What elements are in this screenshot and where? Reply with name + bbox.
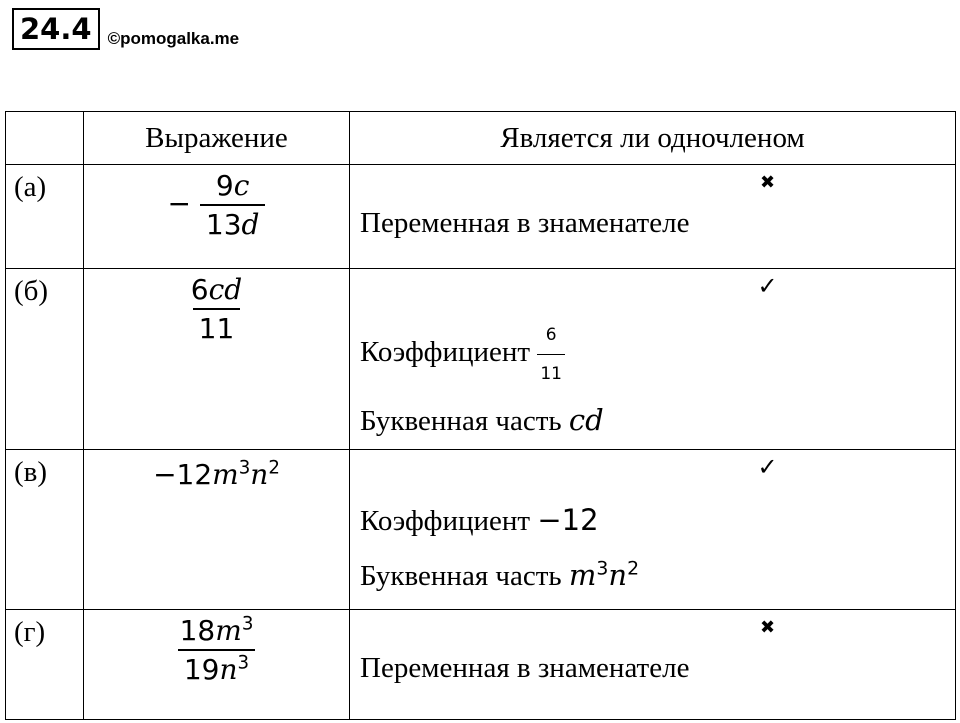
result-note: Переменная в знаменателе: [360, 651, 690, 684]
numerator-variable: m: [215, 613, 242, 647]
table-row: [6, 449, 956, 609]
column-header-expression: Выражение: [84, 112, 350, 165]
denominator-coefficient: 13: [205, 208, 242, 242]
numerator-coefficient: 18: [179, 613, 216, 647]
table-row: [6, 165, 956, 269]
coefficient-label: Коэффициент: [360, 336, 531, 369]
coefficient-line: [360, 317, 945, 392]
letter-part-line: [360, 557, 945, 594]
row-label: (б): [6, 269, 84, 449]
expression-exponent-m: 3: [238, 457, 251, 479]
denominator: 11: [193, 308, 241, 345]
denominator-exponent: 3: [237, 652, 250, 674]
numerator-coefficient: 6: [190, 273, 209, 307]
result-cell: [350, 449, 956, 609]
expression-coefficient: −12: [153, 457, 213, 491]
numerator-exponent: 3: [241, 613, 254, 635]
numerator: [210, 169, 256, 204]
letter-part-label: Буквенная часть: [360, 405, 562, 438]
cross-mark-icon: ✖: [759, 616, 776, 638]
coefficient-numerator: 6: [545, 325, 557, 346]
coefficient-label: Коэффициент: [360, 504, 531, 537]
expression: [84, 610, 349, 686]
letter-part-label: Буквенная часть: [360, 559, 562, 592]
expression-cell: [84, 449, 350, 609]
letter-variable-m: m: [568, 557, 597, 592]
expression: [84, 450, 349, 491]
row-label: (г): [6, 609, 84, 719]
letter-variable-n: n: [608, 557, 628, 592]
result-cell: [350, 269, 956, 449]
denominator: [178, 649, 255, 686]
letter-part-value: cd: [568, 403, 604, 438]
table-header-row: [6, 112, 956, 165]
check-mark-icon: ✓: [757, 272, 778, 301]
expression: [84, 165, 349, 241]
numerator: [174, 614, 260, 649]
check-mark-icon: ✓: [757, 452, 778, 481]
corner-cell: [6, 112, 84, 165]
table-row: [6, 609, 956, 719]
expression-variable-n: n: [250, 457, 269, 491]
result-cell: [350, 165, 956, 269]
denominator: [200, 204, 266, 241]
result-note: Переменная в знаменателе: [360, 207, 690, 240]
coefficient-value: −12: [537, 502, 599, 537]
fraction: [185, 273, 248, 345]
numerator-variable: cd: [208, 273, 243, 307]
minus-sign: −: [167, 187, 191, 221]
monomial-table: [5, 111, 956, 720]
expression-cell: [84, 269, 350, 449]
coefficient-line: [360, 502, 945, 539]
expression-variable-m: m: [212, 457, 239, 491]
numerator-coefficient: 9: [215, 169, 234, 203]
task-number: 24.4: [12, 8, 100, 50]
table-row: [6, 269, 956, 449]
letter-exponent-m: 3: [596, 557, 609, 579]
coefficient-denominator: 11: [537, 354, 565, 392]
numerator-variable: c: [233, 169, 250, 203]
expression: [84, 269, 349, 345]
expression-cell: [84, 165, 350, 269]
result-cell: [350, 609, 956, 719]
watermark: ©pomogalka.me: [107, 29, 240, 48]
denominator-variable: n: [219, 652, 238, 686]
row-label: (в): [6, 449, 84, 609]
column-header-monomial: Является ли одночленом: [350, 112, 956, 165]
letter-exponent-n: 2: [627, 557, 640, 579]
fraction: [200, 169, 266, 241]
letter-part-line: [360, 402, 945, 439]
expression-cell: [84, 609, 350, 719]
expression-exponent-n: 2: [268, 457, 280, 479]
denominator-variable: d: [241, 208, 260, 242]
cross-mark-icon: ✖: [759, 172, 776, 194]
fraction: [174, 614, 260, 686]
row-label: (а): [6, 165, 84, 269]
denominator-coefficient: 19: [183, 652, 220, 686]
coefficient-fraction: [537, 317, 565, 392]
header: [12, 8, 239, 50]
numerator: [185, 273, 248, 308]
